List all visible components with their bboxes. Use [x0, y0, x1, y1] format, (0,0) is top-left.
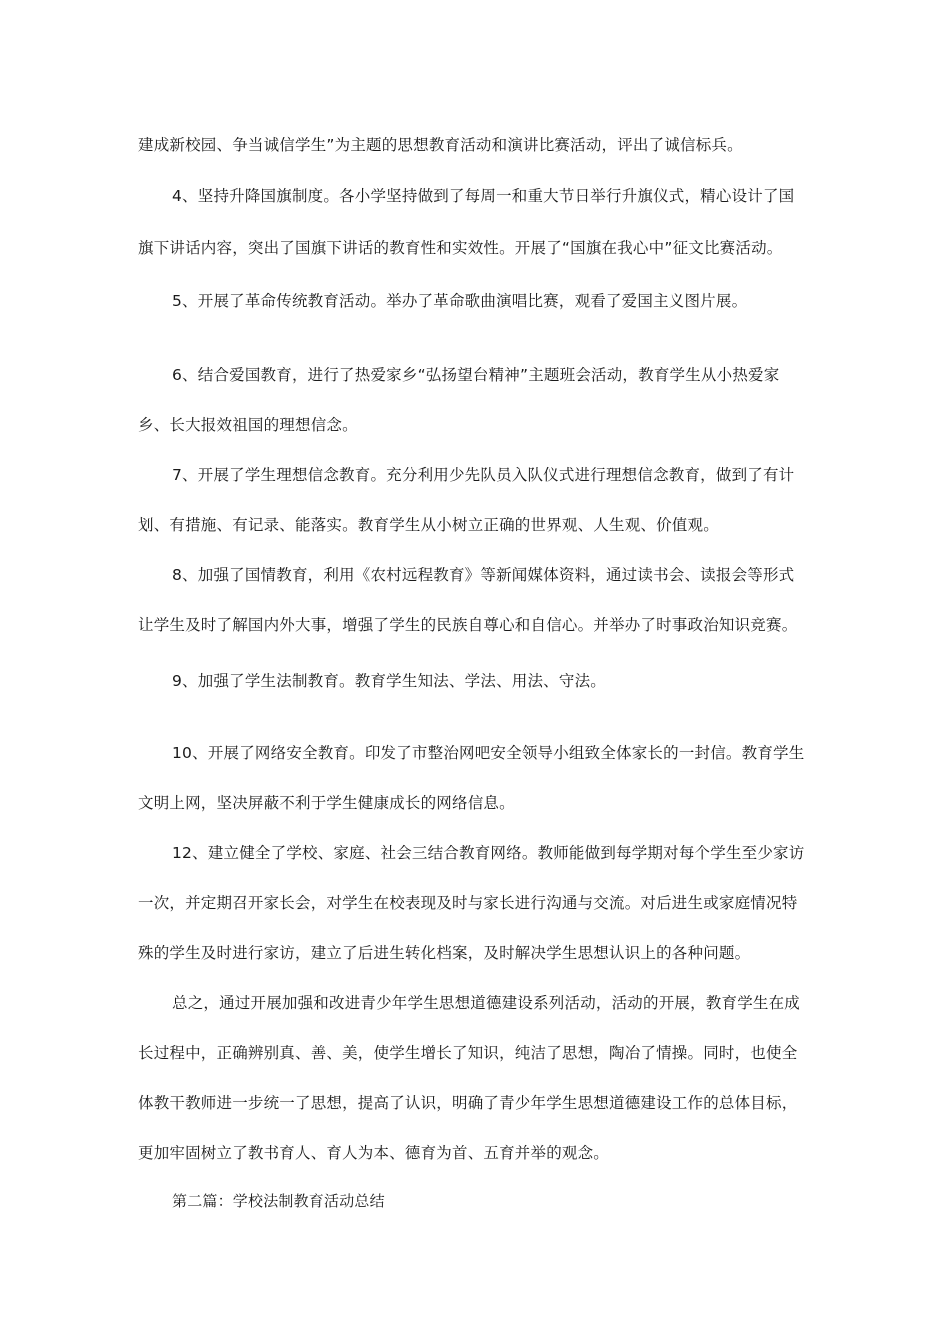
text-line: 9、加强了学生法制教育。教育学生知法、学法、用法、守法。: [172, 672, 606, 690]
text-line: 10、开展了网络安全教育。印发了市整治网吧安全领导小组致全体家长的一封信。教育学生: [172, 744, 805, 762]
text-line: 7、开展了学生理想信念教育。充分利用少先队员入队仪式进行理想信念教育，做到了有计: [172, 466, 795, 484]
text-line: 8、加强了国情教育，利用《农村远程教育》等新闻媒体资料，通过读书会、读报会等形式: [172, 566, 795, 584]
text-line: 建成新校园、争当诚信学生”为主题的思想教育活动和演讲比赛活动，评出了诚信标兵。: [138, 136, 743, 154]
text-line: 殊的学生及时进行家访，建立了后进生转化档案，及时解决学生思想认识上的各种问题。: [138, 944, 751, 962]
text-line: 一次，并定期召开家长会，对学生在校表现及时与家长进行沟通与交流。对后进生或家庭情况特: [138, 894, 798, 912]
text-line: 长过程中，正确辨别真、善、美，使学生增长了知识，纯洁了思想，陶冶了情操。同时，也使全: [138, 1044, 798, 1062]
text-line: 让学生及时了解国内外大事，增强了学生的民族自尊心和自信心。并举办了时事政治知识竞赛。: [138, 616, 798, 634]
text-line: 文明上网，坚决屏蔽不利于学生健康成长的网络信息。: [138, 794, 515, 812]
text-line: 总之，通过开展加强和改进青少年学生思想道德建设系列活动，活动的开展，教育学生在成: [172, 994, 801, 1012]
text-line: 6、结合爱国教育，进行了热爱家乡“弘扬望台精神”主题班会活动，教育学生从小热爱家: [172, 366, 780, 384]
text-line: 更加牢固树立了教书育人、育人为本、德育为首、五育并举的观念。: [138, 1144, 610, 1162]
text-line: 体教干教师进一步统一了思想，提高了认识，明确了青少年学生思想道德建设工作的总体目标，: [138, 1094, 798, 1112]
text-line: 旗下讲话内容，突出了国旗下讲话的教育性和实效性。开展了“国旗在我心中”征文比赛活动。: [138, 239, 783, 257]
text-line: 划、有措施、有记录、能落实。教育学生从小树立正确的世界观、人生观、价值观。: [138, 516, 719, 534]
section-heading: 第二篇：学校法制教育活动总结: [172, 1192, 385, 1210]
text-line: 5、开展了革命传统教育活动。举办了革命歌曲演唱比赛，观看了爱国主义图片展。: [172, 292, 748, 310]
text-line: 乡、长大报效祖国的理想信念。: [138, 416, 358, 434]
text-line: 12、建立健全了学校、家庭、社会三结合教育网络。教师能做到每学期对每个学生至少家访: [172, 844, 805, 862]
text-line: 4、坚持升降国旗制度。各小学坚持做到了每周一和重大节日举行升旗仪式，精心设计了国: [172, 187, 795, 205]
